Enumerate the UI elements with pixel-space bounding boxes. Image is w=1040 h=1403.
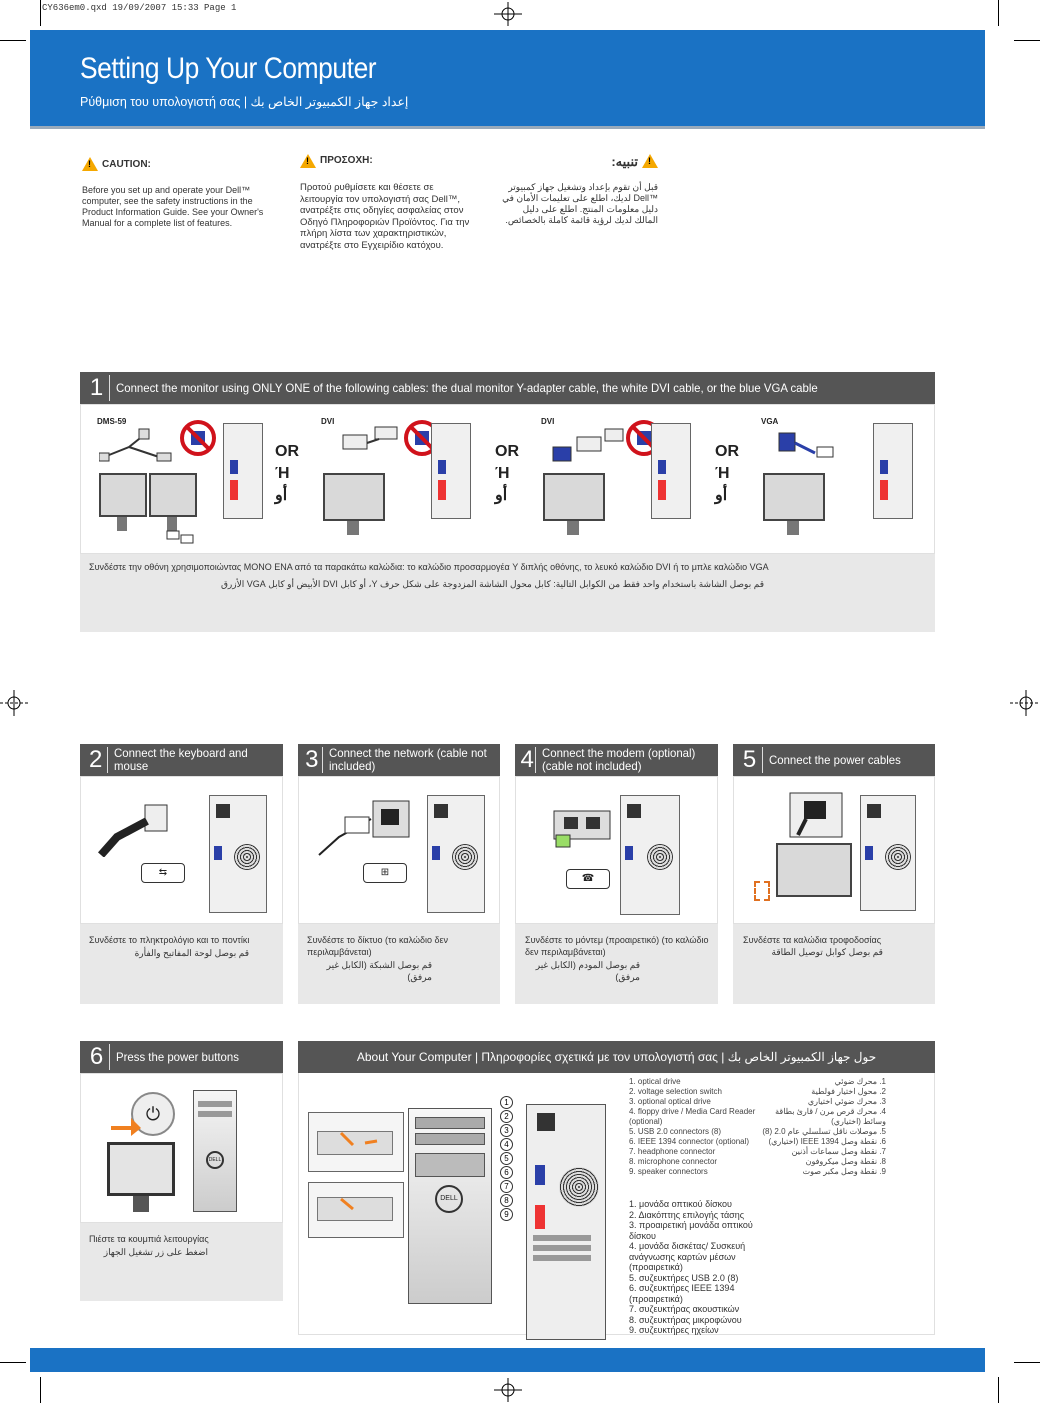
dvi-cable-icon	[339, 423, 403, 463]
usb-cable-icon	[97, 797, 177, 857]
about-list-greek: 1. μονάδα οπτικού δίσκου 2. Διακόπτης επιλογής τάσης 3. προαιρετική μονάδα οπτικού δίσκου 4. μονάδα δισκέτας/ Συσκευή ανάγνωσης καρτών μέσων (προαιρετικά) 5. συζευκτήρες USB 2.0 (8) 6. συζευκτήρες IEEE 1394 (προαιρετικά) 7. συζευκτήρας ακουστικών 8. συζευκτήρας μικροφώνου 9. συζευκτήρες ηχείων	[629, 1199, 753, 1335]
step-3-header: 3 Connect the network (cable not included)	[298, 744, 500, 776]
crop-mark	[0, 40, 26, 41]
caution-heading: تنبيه:	[611, 153, 638, 169]
registration-mark-icon	[494, 2, 522, 26]
step-3-illustration	[298, 776, 500, 924]
cable-tag: VGA	[761, 417, 779, 426]
caution-text: قبل أن تقوم بإعداد وتشغيل جهاز كمبيوتر ™Dell لديك، اطلع على تعليمات الأمان في دليل معلومات المنتج. اطلع على دليل المالك لديك لرؤية قائمة كاملة بالخصائص.	[502, 182, 658, 225]
computer-tower	[620, 795, 680, 915]
power-button-icon: ⏻	[131, 1092, 175, 1136]
caution-greek	[300, 154, 475, 251]
monitor	[763, 473, 825, 521]
computer-back	[526, 1104, 606, 1340]
computer-tower	[873, 423, 913, 519]
callout-4: 4	[500, 1138, 513, 1151]
computer-tower	[427, 795, 485, 913]
about-list-english: 1. optical drive 2. voltage selection switch 3. optional optical drive 4. floppy drive / Media Card Reader (optional) 5. USB 2.0 connectors (8) 6. IEEE 1394 connector (optional) 7. headphone connector 8. microphone connector 9. speaker connectors	[629, 1077, 756, 1176]
computer-tower	[431, 423, 471, 519]
monitor	[107, 1142, 175, 1196]
registration-mark-icon	[0, 690, 30, 716]
callout-6: 6	[500, 1166, 513, 1179]
step-5-arabic: قم بوصل كوابل توصيل الطاقة	[771, 947, 883, 957]
step-label: Connect the network (cable not included)	[328, 746, 487, 773]
callout-5: 5	[500, 1152, 513, 1165]
caution-heading: ΠΡΟΣΟΧΗ:	[320, 155, 373, 167]
step-label: Connect the keyboard and mouse	[114, 746, 249, 773]
cable-tag: DVI	[321, 417, 335, 426]
or-separator: OR Ή أو	[275, 443, 299, 504]
step-label: Connect the modem (optional) (cable not included)	[542, 746, 696, 773]
step-4-arabic: قم بوصل المودم (الكابل غير مرفق)	[535, 960, 640, 982]
callout-8: 8	[500, 1194, 513, 1207]
registration-mark-icon	[494, 1378, 522, 1402]
step-4-header: 4 Connect the modem (optional) (cable not included)	[515, 744, 718, 776]
vga-cable-icon	[765, 425, 845, 469]
step-2-illustration	[80, 776, 283, 924]
step-5-illustration	[733, 776, 935, 924]
computer-tower	[223, 423, 263, 519]
step-6-header: 6 Press the power buttons	[80, 1041, 283, 1073]
about-list-arabic: 1. محرك ضوئي 2. محول اختيار فولطية 3. محرك ضوئي اختياري 4. محرك قرص مرن / قارئ بطاقة وسائط (اختياري) 5. موصلات ناقل تسلسلي عام 2.0 (8) 6. نقطة وصل IEEE 1394 (اختياري) 7. نقطة وصل سماعات أذنين 8. نقطة وصل ميكروفون 9. نقطة وصل مكبر صوت	[762, 1077, 886, 1176]
drive-detail	[308, 1112, 404, 1172]
caution-heading: CAUTION:	[102, 158, 151, 170]
step-2-header: 2 Connect the keyboard and mouse	[80, 744, 283, 776]
connector-icon	[165, 529, 195, 545]
vga-diagram	[759, 415, 929, 545]
cable-tag: DVI	[541, 417, 555, 426]
power-outlet-icon	[754, 881, 770, 901]
bottom-bar	[30, 1348, 985, 1372]
crop-mark	[998, 0, 999, 26]
or-separator: OR Ή أو	[495, 443, 519, 504]
step-4-illustration	[515, 776, 718, 924]
crop-mark	[40, 1377, 41, 1403]
or-separator: OR Ή أو	[715, 443, 739, 504]
callout-2: 2	[500, 1110, 513, 1123]
step-1-arabic: قم بوصل الشاشة باستخدام واحد فقط من الكوابل التالية: كابل محول الشاشة المزدوجة على شكل حرف Y، أو كابل DVI الأبيض أو كابل VGA الأزرق	[220, 579, 764, 589]
crop-mark	[40, 0, 41, 26]
cable-tag: DMS-59	[97, 417, 127, 426]
monitor	[99, 473, 147, 517]
crop-mark	[998, 1377, 999, 1403]
step-3-greek: Συνδέστε το δίκτυο (το καλώδιο δεν περιλαμβάνεται)	[307, 935, 449, 957]
step-6-illustration	[80, 1073, 283, 1223]
about-header	[298, 1041, 935, 1073]
print-slug: CY636em0.qxd 19/09/2007 15:33 Page 1	[42, 3, 237, 13]
prohibited-icon	[179, 419, 217, 457]
step-label: Connect the power cables	[769, 752, 901, 767]
computer-tower	[860, 795, 916, 911]
step-6-greek: Πιέστε τα κουμπιά λειτουργίας	[89, 1234, 209, 1244]
caution-english	[82, 157, 282, 229]
crop-mark	[1014, 40, 1040, 41]
step-label: Connect the monitor using ONLY ONE of the following cables: the dual monitor Y-adapter cable, the white DVI cable, or the blue VGA cable	[116, 380, 818, 395]
dvi-vga-adapter-diagram	[539, 415, 709, 545]
dms59-diagram	[95, 415, 279, 545]
network-icon: ⊞	[363, 863, 407, 883]
page-title: Setting Up Your Computer	[80, 52, 377, 85]
monitor	[323, 473, 385, 521]
registration-mark-icon	[1010, 690, 1040, 716]
dvi-white-diagram	[319, 415, 489, 545]
monitor	[776, 843, 852, 897]
monitor	[543, 473, 605, 521]
power-cable-icon	[788, 791, 844, 839]
callout-column	[500, 1096, 516, 1222]
step-5-header: 5 Connect the power cables	[733, 744, 935, 776]
caution-text: Προτού ρυθμίσετε και θέσετε σε λειτουργία τον υπολογιστή σας Dell™, ανατρέξτε στις οδηγίες ασφαλείας στον Οδηγό Πληροφοριών Προϊόντος. Για την πλήρη λίστα των χαρακτηριστικών, ανατρέξτε στο Εγχειρίδιο κατόχου.	[300, 182, 470, 251]
step-2-greek: Συνδέστε το πληκτρολόγιο και το ποντίκι	[89, 935, 250, 945]
warning-icon: !	[642, 154, 658, 168]
pointer-arrow-icon	[111, 1114, 141, 1138]
step-1-header	[80, 372, 935, 404]
banner-shadow	[30, 126, 985, 129]
phone-icon: ☎	[566, 869, 610, 889]
y-cable-icon	[99, 427, 179, 467]
callout-1: 1	[500, 1096, 513, 1109]
step-5-greek: Συνδέστε τα καλώδια τροφοδοσίας	[743, 935, 882, 945]
crop-mark	[1014, 1362, 1040, 1363]
usb-icon: ⇆	[141, 863, 185, 883]
step-3-arabic: قم بوصل الشبكة (الكابل غير مرفق)	[326, 960, 432, 982]
caution-text: Before you set up and operate your Dell™ computer, see the safety instructions in the Product Information Guide. See your Owner's Manual for a complete list of features.	[82, 185, 264, 228]
callout-9: 9	[500, 1208, 513, 1221]
warning-icon: !	[82, 157, 98, 171]
step-2-arabic: قم بوصل لوحة المفاتيح والفأرة	[134, 948, 249, 958]
crop-mark	[0, 1362, 26, 1363]
callout-3: 3	[500, 1124, 513, 1137]
network-cable-icon	[315, 797, 415, 857]
step-6-arabic: اضغط على زر تشغيل الجهاز	[103, 1247, 208, 1257]
monitor	[149, 473, 197, 517]
modem-cable-icon	[546, 805, 616, 861]
step-4-greek: Συνδέστε το μόντεμ (προαιρετικό) (το καλώδιο δεν περιλαμβάνεται)	[525, 935, 709, 957]
dvi-adapter-icon	[549, 425, 629, 469]
dell-logo: DELL	[435, 1185, 463, 1213]
step-label: Press the power buttons	[116, 1049, 239, 1064]
callout-7: 7	[500, 1180, 513, 1193]
computer-tower	[651, 423, 691, 519]
step-1-greek: Συνδέστε την οθόνη χρησιμοποιώντας ΜΟΝΟ ΕΝΑ από τα παρακάτω καλώδια: το καλώδιο προσαρμογέα Y διπλής οθόνης, το λευκό καλώδιο DVI ή το μπλε καλώδιο VGA	[89, 562, 769, 572]
step-number: 1	[80, 375, 110, 401]
arrow-icon	[339, 1129, 379, 1153]
about-title: About Your Computer | Πληροφορίες σχετικά με τον υπολογιστή σας | حول جهاز الكمبيوتر الخاص بك	[356, 1049, 877, 1064]
computer-tower	[209, 795, 267, 913]
step-1-illustration	[80, 404, 935, 554]
caution-arabic	[500, 154, 658, 226]
computer-front	[408, 1108, 492, 1304]
computer-tower-front: DELL	[193, 1090, 237, 1212]
floppy-detail	[308, 1182, 404, 1238]
title-banner	[30, 30, 985, 126]
arrow-icon	[339, 1195, 379, 1219]
warning-icon: !	[300, 154, 316, 168]
page-subtitle: Ρύθμιση του υπολογιστή σας | إعداد جهاز الكمبيوتر الخاص بك	[80, 95, 409, 109]
